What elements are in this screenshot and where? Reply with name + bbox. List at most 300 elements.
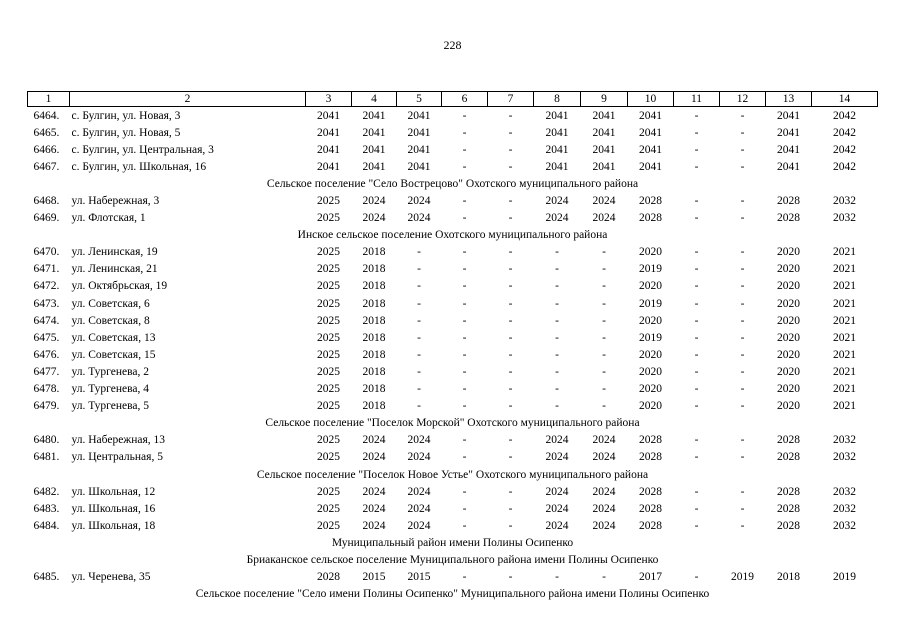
year-cell: -: [740, 502, 745, 515]
year-cell: -: [555, 348, 559, 361]
year-cell: 2021: [833, 263, 856, 276]
address-cell: с. Булгин, ул. Новая, 3: [71, 109, 181, 122]
address-cell: ул. Набережная, 3: [71, 195, 160, 208]
year-cell: 2024: [592, 485, 616, 498]
year-cell: -: [462, 485, 467, 498]
table-row: [28, 569, 878, 586]
year-cell: -: [740, 195, 745, 208]
year-cell: -: [602, 571, 606, 584]
year-cell: 2041: [362, 160, 386, 173]
section-heading-row: [28, 175, 878, 192]
year-cell: -: [508, 160, 513, 173]
year-cell: -: [508, 297, 513, 310]
year-cell: -: [417, 246, 421, 259]
year-cell: -: [694, 331, 699, 344]
year-cell: 2041: [317, 126, 340, 139]
year-cell: -: [508, 365, 513, 378]
row-number: 6471.: [33, 263, 60, 276]
year-cell: 2025: [317, 246, 340, 259]
year-cell: -: [462, 297, 467, 310]
year-cell: 2041: [545, 160, 569, 173]
column-header: 14: [812, 92, 878, 107]
row-number: 6477.: [33, 365, 60, 378]
address-cell: ул. Набережная, 13: [71, 434, 166, 447]
table-row: [28, 124, 878, 141]
year-cell: -: [740, 485, 745, 498]
table-row: [28, 517, 878, 534]
year-cell: -: [694, 263, 699, 276]
year-cell: 2021: [833, 383, 856, 396]
year-cell: 2018: [362, 348, 386, 361]
year-cell: 2024: [545, 485, 569, 498]
year-cell: -: [694, 485, 699, 498]
year-cell: -: [417, 314, 421, 327]
year-cell: -: [508, 519, 513, 532]
year-cell: 2024: [362, 434, 386, 447]
year-cell: 2020: [639, 383, 662, 396]
year-cell: -: [508, 246, 513, 259]
year-cell: 2025: [317, 195, 340, 208]
year-cell: 2041: [407, 126, 431, 139]
year-cell: 2024: [592, 212, 616, 225]
year-cell: 2024: [362, 502, 386, 515]
row-number: 6465.: [33, 126, 60, 139]
row-number: 6483.: [33, 502, 60, 515]
row-number: 6464.: [33, 109, 60, 122]
year-cell: -: [740, 400, 745, 413]
year-cell: 2025: [317, 434, 340, 447]
year-cell: -: [508, 571, 513, 584]
address-cell: ул. Центральная, 5: [71, 451, 163, 464]
year-cell: 2020: [777, 365, 800, 378]
year-cell: 2021: [833, 400, 856, 413]
year-cell: -: [508, 314, 513, 327]
year-cell: -: [740, 246, 745, 259]
year-cell: -: [740, 365, 745, 378]
section-heading-row: [28, 551, 878, 568]
row-number: 6478.: [33, 383, 60, 396]
year-cell: 2019: [639, 331, 662, 344]
year-cell: 2041: [362, 109, 386, 122]
year-cell: 2020: [639, 400, 662, 413]
year-cell: -: [462, 434, 467, 447]
year-cell: 2020: [639, 348, 662, 361]
table-row: [28, 295, 878, 312]
row-number: 6481.: [33, 451, 60, 464]
year-cell: 2018: [362, 365, 386, 378]
year-cell: 2028: [639, 485, 662, 498]
row-number: 6479.: [33, 400, 60, 413]
year-cell: -: [694, 280, 699, 293]
year-cell: -: [694, 348, 699, 361]
year-cell: 2032: [833, 212, 856, 225]
year-cell: -: [694, 126, 699, 139]
year-cell: -: [694, 434, 699, 447]
year-cell: 2021: [833, 280, 856, 293]
table-row: [28, 346, 878, 363]
year-cell: 2028: [777, 212, 800, 225]
year-cell: -: [555, 331, 559, 344]
year-cell: 2020: [777, 383, 800, 396]
year-cell: 2015: [407, 571, 431, 584]
address-cell: ул. Школьная, 18: [71, 519, 156, 532]
year-cell: 2028: [777, 502, 800, 515]
year-cell: -: [740, 331, 745, 344]
year-cell: -: [417, 383, 421, 396]
year-cell: -: [462, 126, 467, 139]
year-cell: 2024: [362, 212, 386, 225]
year-cell: 2024: [545, 212, 569, 225]
table-row: [28, 261, 878, 278]
year-cell: 2041: [362, 126, 386, 139]
year-cell: 2025: [317, 297, 340, 310]
table-row: [28, 329, 878, 346]
column-header-row: [28, 92, 878, 107]
year-cell: 2024: [407, 485, 431, 498]
year-cell: 2024: [545, 434, 569, 447]
year-cell: -: [740, 109, 745, 122]
column-header: 10: [628, 92, 674, 107]
section-heading-row: [28, 227, 878, 244]
year-cell: 2020: [777, 263, 800, 276]
table-row: [28, 158, 878, 175]
column-header: 9: [581, 92, 628, 107]
column-header: 5: [397, 92, 442, 107]
row-number: 6484.: [33, 519, 60, 532]
year-cell: -: [462, 263, 467, 276]
year-cell: 2042: [833, 143, 856, 156]
schedule-table: [27, 91, 878, 603]
year-cell: -: [740, 434, 745, 447]
year-cell: 2025: [317, 314, 340, 327]
year-cell: 2020: [777, 314, 800, 327]
year-cell: -: [462, 246, 467, 259]
year-cell: 2018: [362, 383, 386, 396]
row-number: 6469.: [33, 212, 60, 225]
year-cell: -: [508, 434, 513, 447]
year-cell: -: [508, 348, 513, 361]
year-cell: -: [740, 126, 745, 139]
address-cell: ул. Советская, 13: [71, 331, 156, 344]
year-cell: -: [508, 280, 513, 293]
column-header: 12: [720, 92, 766, 107]
year-cell: -: [555, 314, 559, 327]
year-cell: -: [740, 160, 745, 173]
address-cell: ул. Советская, 8: [71, 314, 150, 327]
year-cell: -: [508, 263, 513, 276]
year-cell: -: [508, 400, 513, 413]
year-cell: -: [694, 451, 699, 464]
year-cell: -: [462, 502, 467, 515]
year-cell: 2024: [545, 195, 569, 208]
table-row: [28, 210, 878, 227]
year-cell: 2024: [592, 519, 616, 532]
row-number: 6475.: [33, 331, 60, 344]
year-cell: -: [462, 212, 467, 225]
year-cell: 2018: [362, 280, 386, 293]
year-cell: -: [694, 195, 699, 208]
year-cell: 2032: [833, 195, 856, 208]
year-cell: -: [508, 109, 513, 122]
year-cell: -: [740, 263, 745, 276]
year-cell: 2018: [362, 297, 386, 310]
year-cell: 2024: [545, 519, 569, 532]
year-cell: -: [694, 212, 699, 225]
column-header: 1: [28, 92, 70, 107]
year-cell: -: [555, 365, 559, 378]
year-cell: -: [602, 280, 606, 293]
year-cell: 2021: [833, 348, 856, 361]
address-cell: ул. Школьная, 16: [71, 502, 156, 515]
year-cell: -: [694, 246, 699, 259]
year-cell: 2019: [731, 571, 754, 584]
column-header: 13: [766, 92, 812, 107]
row-number: 6472.: [33, 280, 60, 293]
year-cell: -: [602, 297, 606, 310]
year-cell: 2024: [592, 502, 616, 515]
year-cell: -: [508, 331, 513, 344]
year-cell: 2024: [545, 502, 569, 515]
table-row: [28, 500, 878, 517]
year-cell: 2041: [777, 143, 800, 156]
year-cell: 2020: [639, 246, 662, 259]
year-cell: -: [462, 195, 467, 208]
year-cell: 2025: [317, 383, 340, 396]
section-heading: Бриаканское сельское поселение Муниципального района имени Полины Осипенко: [246, 553, 659, 566]
year-cell: -: [740, 314, 745, 327]
year-cell: -: [740, 280, 745, 293]
year-cell: 2025: [317, 280, 340, 293]
year-cell: 2020: [777, 246, 800, 259]
year-cell: 2025: [317, 212, 340, 225]
year-cell: -: [508, 143, 513, 156]
year-cell: 2019: [833, 571, 856, 584]
year-cell: -: [417, 263, 421, 276]
year-cell: -: [508, 485, 513, 498]
year-cell: 2015: [362, 571, 386, 584]
year-cell: -: [602, 314, 606, 327]
year-cell: -: [508, 212, 513, 225]
year-cell: 2028: [639, 212, 662, 225]
year-cell: 2041: [317, 109, 340, 122]
table-row: [28, 141, 878, 158]
year-cell: -: [462, 109, 467, 122]
year-cell: -: [555, 383, 559, 396]
table-row: [28, 278, 878, 295]
year-cell: -: [740, 348, 745, 361]
year-cell: 2041: [592, 143, 616, 156]
year-cell: -: [417, 280, 421, 293]
table-row: [28, 483, 878, 500]
year-cell: 2020: [639, 365, 662, 378]
year-cell: 2028: [639, 434, 662, 447]
year-cell: -: [602, 400, 606, 413]
year-cell: 2041: [592, 160, 616, 173]
year-cell: 2028: [777, 451, 800, 464]
table-row: [28, 312, 878, 329]
year-cell: 2041: [545, 109, 569, 122]
year-cell: -: [602, 263, 606, 276]
row-number: 6485.: [33, 571, 60, 584]
year-cell: -: [462, 400, 467, 413]
year-cell: 2041: [407, 160, 431, 173]
year-cell: -: [462, 348, 467, 361]
year-cell: 2025: [317, 502, 340, 515]
year-cell: 2024: [407, 451, 431, 464]
address-cell: ул. Советская, 15: [71, 348, 156, 361]
year-cell: 2020: [639, 280, 662, 293]
year-cell: 2041: [362, 143, 386, 156]
year-cell: 2041: [545, 143, 569, 156]
year-cell: -: [694, 160, 699, 173]
year-cell: 2032: [833, 485, 856, 498]
year-cell: 2041: [407, 109, 431, 122]
year-cell: -: [417, 348, 421, 361]
year-cell: -: [462, 143, 467, 156]
year-cell: 2041: [592, 109, 616, 122]
year-cell: 2021: [833, 314, 856, 327]
year-cell: -: [417, 331, 421, 344]
year-cell: 2032: [833, 502, 856, 515]
year-cell: -: [694, 519, 699, 532]
year-cell: 2020: [777, 348, 800, 361]
section-heading: Сельское поселение "Село Вострецово" Охотского муниципального района: [266, 177, 639, 190]
year-cell: 2018: [362, 263, 386, 276]
year-cell: 2028: [639, 519, 662, 532]
section-heading-row: [28, 415, 878, 432]
year-cell: 2024: [362, 485, 386, 498]
table-body: [28, 92, 878, 603]
section-heading: Муниципальный район имени Полины Осипенко: [331, 536, 574, 549]
year-cell: 2042: [833, 109, 856, 122]
year-cell: -: [508, 383, 513, 396]
address-cell: с. Булгин, ул. Школьная, 16: [71, 160, 207, 173]
year-cell: -: [694, 400, 699, 413]
row-number: 6473.: [33, 297, 60, 310]
section-heading: Инское сельское поселение Охотского муниципального района: [297, 229, 608, 242]
address-cell: ул. Школьная, 12: [71, 485, 156, 498]
year-cell: 2021: [833, 246, 856, 259]
year-cell: 2028: [639, 502, 662, 515]
year-cell: 2028: [639, 451, 662, 464]
address-cell: ул. Тургенева, 2: [71, 365, 149, 378]
year-cell: 2018: [362, 246, 386, 259]
year-cell: -: [740, 212, 745, 225]
column-header: 6: [442, 92, 488, 107]
column-header: 4: [352, 92, 397, 107]
year-cell: 2041: [639, 109, 662, 122]
year-cell: -: [462, 571, 467, 584]
year-cell: 2024: [592, 434, 616, 447]
year-cell: 2018: [362, 314, 386, 327]
year-cell: 2042: [833, 126, 856, 139]
year-cell: 2025: [317, 263, 340, 276]
section-heading: Сельское поселение "Поселок Морской" Охотского муниципального района: [265, 417, 640, 430]
column-header: 11: [674, 92, 720, 107]
column-header: 2: [70, 92, 306, 107]
year-cell: -: [740, 143, 745, 156]
year-cell: -: [694, 383, 699, 396]
year-cell: -: [694, 143, 699, 156]
year-cell: 2041: [639, 126, 662, 139]
year-cell: 2018: [362, 331, 386, 344]
year-cell: 2019: [639, 263, 662, 276]
year-cell: 2032: [833, 434, 856, 447]
column-header: 8: [534, 92, 581, 107]
year-cell: -: [740, 383, 745, 396]
year-cell: 2041: [639, 160, 662, 173]
year-cell: -: [694, 109, 699, 122]
year-cell: 2024: [407, 519, 431, 532]
year-cell: -: [602, 348, 606, 361]
table-row: [28, 449, 878, 466]
year-cell: 2024: [545, 451, 569, 464]
year-cell: 2024: [592, 195, 616, 208]
year-cell: 2020: [777, 331, 800, 344]
column-header: 3: [306, 92, 352, 107]
year-cell: 2025: [317, 400, 340, 413]
year-cell: 2021: [833, 297, 856, 310]
year-cell: 2028: [777, 485, 800, 498]
section-heading: Сельское поселение "Поселок Новое Устье" Охотского муниципального района: [256, 468, 649, 481]
year-cell: 2028: [777, 519, 800, 532]
address-cell: ул. Октябрьская, 19: [71, 280, 168, 293]
year-cell: 2041: [407, 143, 431, 156]
year-cell: 2028: [639, 195, 662, 208]
year-cell: 2017: [639, 571, 662, 584]
year-cell: -: [694, 571, 699, 584]
year-cell: -: [694, 314, 699, 327]
year-cell: 2041: [777, 160, 800, 173]
section-heading: Сельское поселение "Село имени Полины Осипенко" Муниципального района имени Полины Осипенко: [195, 588, 710, 601]
year-cell: -: [555, 297, 559, 310]
year-cell: 2025: [317, 519, 340, 532]
year-cell: -: [555, 263, 559, 276]
year-cell: -: [694, 502, 699, 515]
year-cell: -: [555, 246, 559, 259]
year-cell: -: [602, 246, 606, 259]
year-cell: 2025: [317, 365, 340, 378]
year-cell: -: [462, 280, 467, 293]
year-cell: -: [694, 365, 699, 378]
year-cell: 2025: [317, 485, 340, 498]
address-cell: ул. Ленинская, 19: [71, 246, 158, 259]
section-heading-row: [28, 586, 878, 603]
row-number: 6482.: [33, 485, 60, 498]
year-cell: -: [462, 160, 467, 173]
row-number: 6474.: [33, 314, 60, 327]
year-cell: -: [462, 331, 467, 344]
year-cell: 2024: [407, 434, 431, 447]
table-row: [28, 381, 878, 398]
year-cell: 2024: [407, 212, 431, 225]
table-row: [28, 244, 878, 261]
address-cell: с. Булгин, ул. Новая, 5: [71, 126, 181, 139]
section-heading-row: [28, 466, 878, 483]
year-cell: -: [462, 519, 467, 532]
table-row: [28, 192, 878, 209]
year-cell: 2041: [777, 126, 800, 139]
year-cell: -: [417, 400, 421, 413]
year-cell: 2041: [545, 126, 569, 139]
year-cell: 2024: [362, 195, 386, 208]
year-cell: -: [740, 297, 745, 310]
year-cell: 2028: [777, 195, 800, 208]
year-cell: -: [555, 400, 559, 413]
column-header: 7: [488, 92, 534, 107]
table-row: [28, 398, 878, 415]
year-cell: -: [740, 519, 745, 532]
